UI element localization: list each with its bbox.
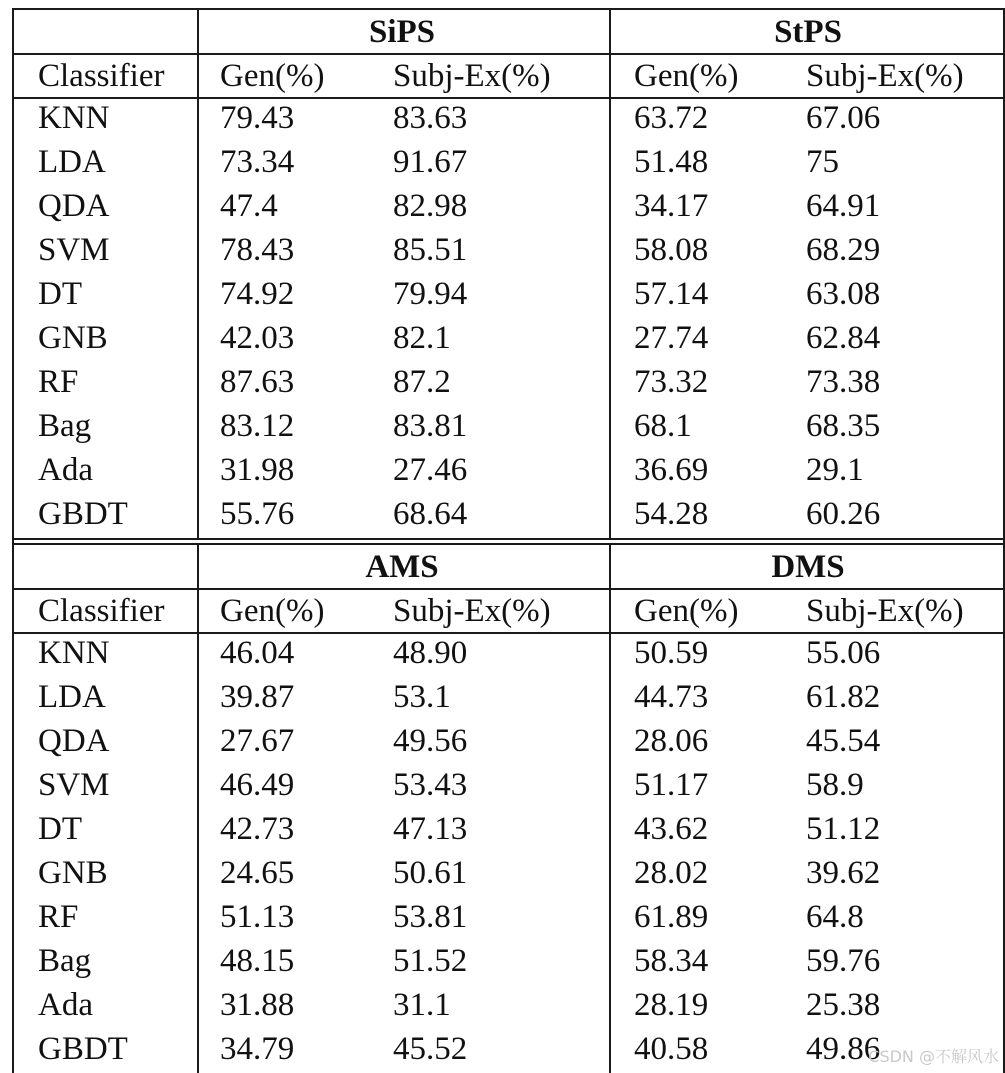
table-cell: 61.82 [806,679,881,715]
metric-column-header: Gen(%) [220,58,325,94]
table-cell: 31.98 [220,452,295,488]
table-cell: 28.19 [634,987,709,1023]
csdn-watermark: CSDN @不解风水 [868,1047,999,1066]
table-cell: 63.08 [806,276,881,312]
classifier-name-cell: RF [38,364,79,400]
classifier-name-cell: KNN [38,100,110,136]
table-cell: 67.06 [806,100,881,136]
table-cell: 63.72 [634,100,709,136]
table-cell: 55.06 [806,635,881,671]
classifier-name-cell: LDA [38,144,106,180]
table-left-border [12,8,14,1073]
table-cell: 42.03 [220,320,295,356]
table-cell: 50.59 [634,635,709,671]
table-cell: 83.63 [393,100,468,136]
table-bottom-rule [13,538,1005,540]
classifier-name-cell: KNN [38,635,110,671]
group-heading: AMS [365,549,439,585]
table-cell: 46.04 [220,635,295,671]
table-cell: 44.73 [634,679,709,715]
table-cell: 59.76 [806,943,881,979]
classifier-name-cell: GBDT [38,1031,128,1067]
table-cell: 58.08 [634,232,709,268]
table-cell: 45.54 [806,723,881,759]
table-cell: 42.73 [220,811,295,847]
table-cell: 27.74 [634,320,709,356]
metric-column-header: Gen(%) [634,593,739,629]
group-separator [609,543,611,1073]
table-cell: 47.4 [220,188,278,224]
table-cell: 28.02 [634,855,709,891]
table-cell: 34.17 [634,188,709,224]
classifier-name-cell: Bag [38,943,92,979]
table-cell: 85.51 [393,232,468,268]
table-cell: 78.43 [220,232,295,268]
table-cell: 43.62 [634,811,709,847]
classifier-name-cell: Ada [38,987,93,1023]
table-cell: 47.13 [393,811,468,847]
classifier-name-cell: Ada [38,452,93,488]
column-separator [197,543,199,1073]
table-cell: 62.84 [806,320,881,356]
table-cell: 51.52 [393,943,468,979]
table-cell: 75 [806,144,839,180]
classifier-column-header: Classifier [38,58,165,94]
table-cell: 31.1 [393,987,451,1023]
classifier-name-cell: RF [38,899,79,935]
table-cell: 58.9 [806,767,864,803]
table-cell: 74.92 [220,276,295,312]
table-cell: 24.65 [220,855,295,891]
classifier-name-cell: QDA [38,188,110,224]
column-separator [197,8,199,539]
table-cell: 39.87 [220,679,295,715]
table-cell: 83.12 [220,408,295,444]
metric-column-header: Gen(%) [220,593,325,629]
metric-column-header: Subj-Ex(%) [806,593,964,629]
metric-column-header: Subj-Ex(%) [393,593,551,629]
table-cell: 82.1 [393,320,451,356]
table-cell: 68.35 [806,408,881,444]
table-cell: 55.76 [220,496,295,532]
table-cell: 49.86 [806,1031,881,1067]
table-cell: 45.52 [393,1031,468,1067]
classifier-name-cell: GNB [38,855,108,891]
table-cell: 53.1 [393,679,451,715]
table-cell: 68.29 [806,232,881,268]
table-cell: 28.06 [634,723,709,759]
table-cell: 48.90 [393,635,468,671]
table-cell: 87.63 [220,364,295,400]
table-cell: 83.81 [393,408,468,444]
table-cell: 51.13 [220,899,295,935]
group-separator [609,8,611,539]
table-cell: 73.32 [634,364,709,400]
table-cell: 73.38 [806,364,881,400]
table-cell: 49.56 [393,723,468,759]
table-cell: 50.61 [393,855,468,891]
table-cell: 46.49 [220,767,295,803]
group-heading: DMS [771,549,845,585]
classifier-name-cell: DT [38,811,82,847]
table-cell: 82.98 [393,188,468,224]
table-cell: 68.64 [393,496,468,532]
table-cell: 79.43 [220,100,295,136]
table-cell: 34.79 [220,1031,295,1067]
classifier-name-cell: SVM [38,232,110,268]
table-cell: 79.94 [393,276,468,312]
classifier-name-cell: GBDT [38,496,128,532]
table-cell: 31.88 [220,987,295,1023]
table-cell: 27.67 [220,723,295,759]
metric-column-header: Gen(%) [634,58,739,94]
metric-column-header: Subj-Ex(%) [393,58,551,94]
table-cell: 25.38 [806,987,881,1023]
table-cell: 58.34 [634,943,709,979]
classifier-name-cell: LDA [38,679,106,715]
table-cell: 73.34 [220,144,295,180]
table-cell: 61.89 [634,899,709,935]
table-cell: 68.1 [634,408,692,444]
table-cell: 60.26 [806,496,881,532]
table-cell: 87.2 [393,364,451,400]
table-cell: 51.17 [634,767,709,803]
classifier-column-header: Classifier [38,593,165,629]
table-cell: 39.62 [806,855,881,891]
table-cell: 27.46 [393,452,468,488]
classifier-name-cell: Bag [38,408,92,444]
table-cell: 57.14 [634,276,709,312]
table-cell: 64.8 [806,899,864,935]
classifier-name-cell: DT [38,276,82,312]
classifier-name-cell: SVM [38,767,110,803]
classifier-name-cell: QDA [38,723,110,759]
metric-column-header: Subj-Ex(%) [806,58,964,94]
table-cell: 54.28 [634,496,709,532]
group-heading: StPS [774,14,842,50]
classifier-name-cell: GNB [38,320,108,356]
table-cell: 40.58 [634,1031,709,1067]
table-cell: 64.91 [806,188,881,224]
group-heading: SiPS [368,14,436,50]
table-cell: 51.12 [806,811,881,847]
table-cell: 53.81 [393,899,468,935]
table-cell: 53.43 [393,767,468,803]
table-cell: 29.1 [806,452,864,488]
table-cell: 91.67 [393,144,468,180]
table-cell: 51.48 [634,144,709,180]
table-cell: 36.69 [634,452,709,488]
table-cell: 48.15 [220,943,295,979]
